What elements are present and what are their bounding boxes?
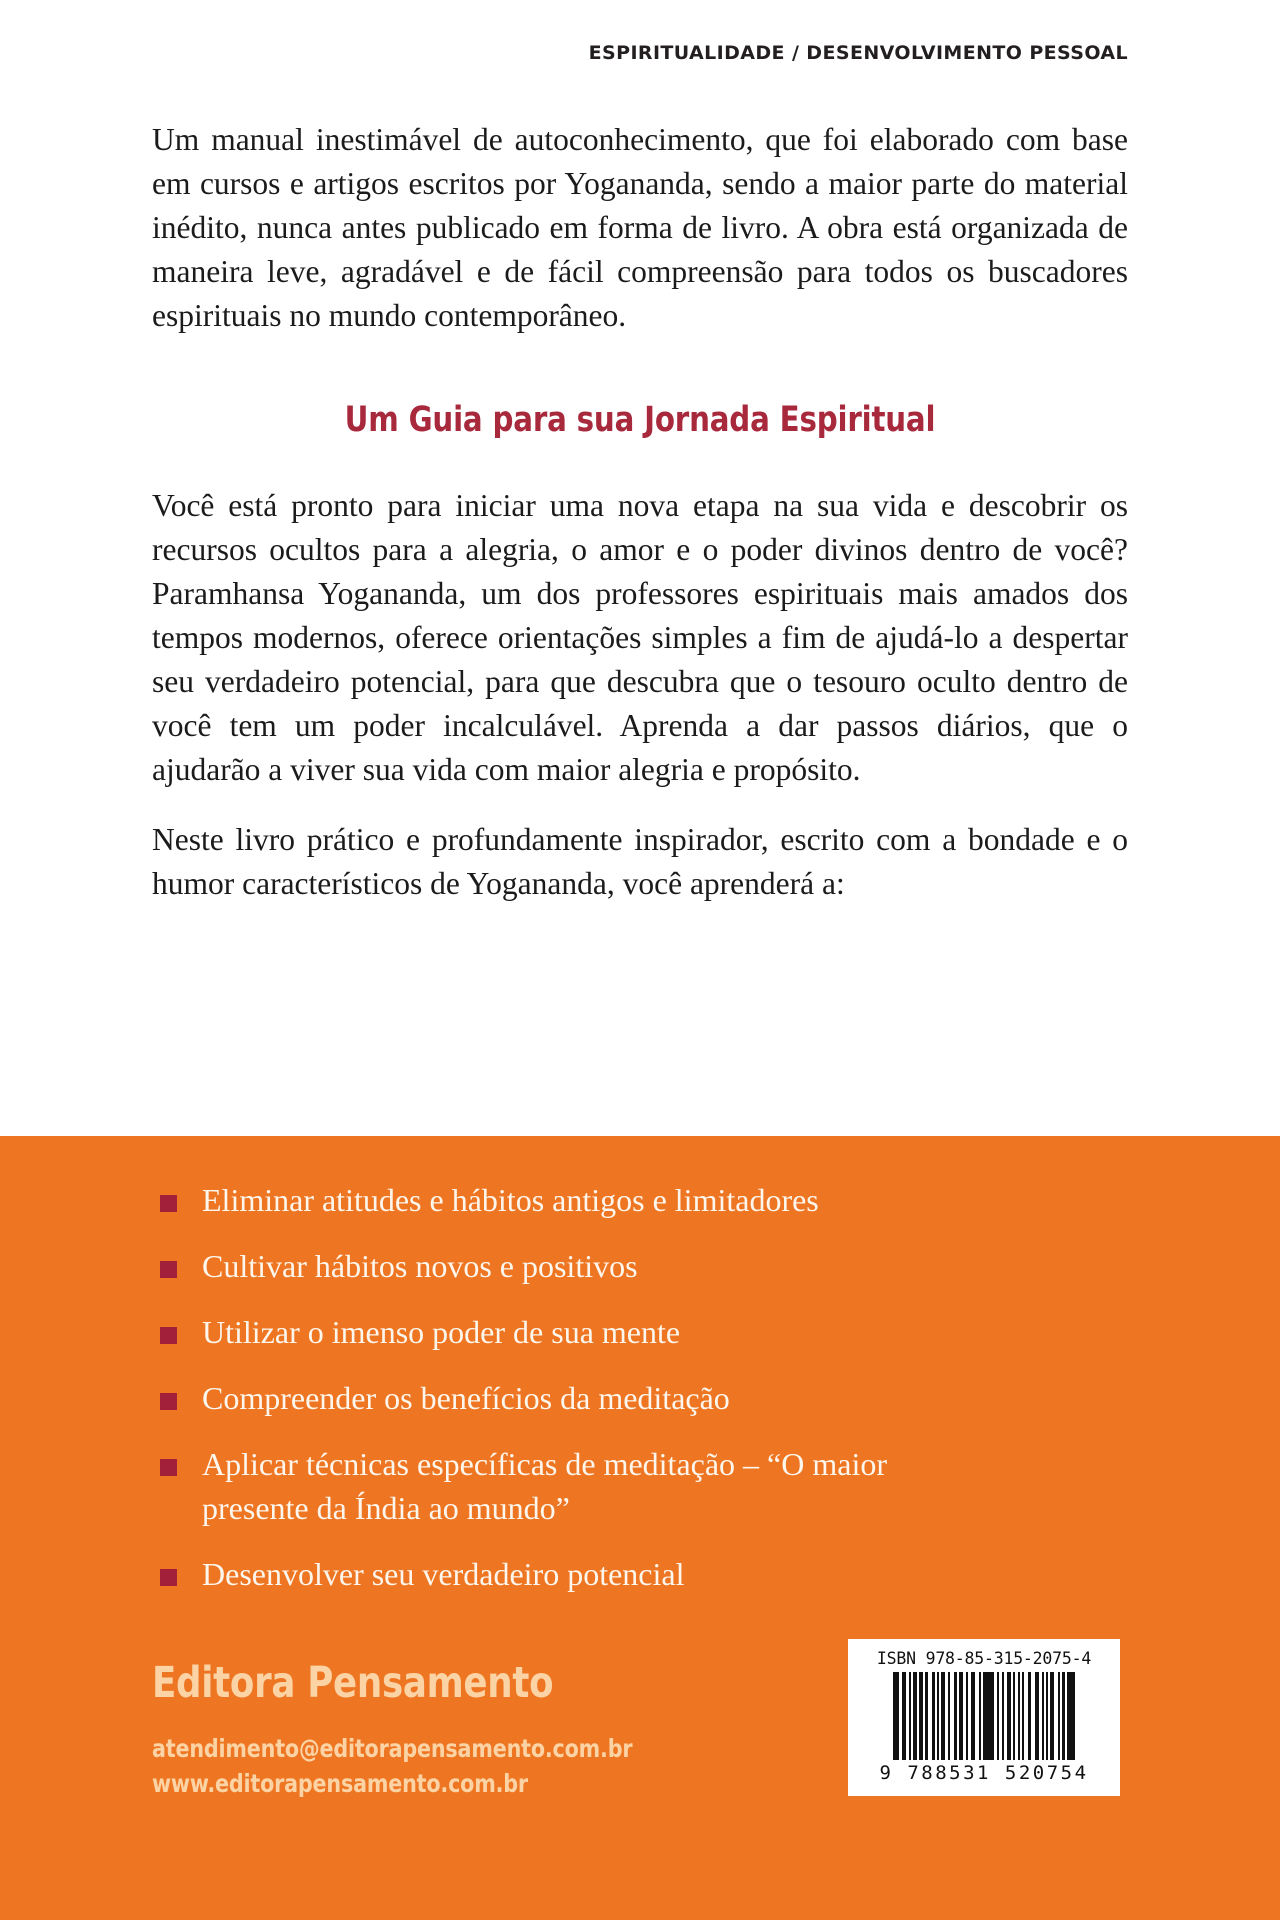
list-item-label: Eliminar atitudes e hábitos antigos e limitadores [202,1182,819,1218]
list-item [152,1178,992,1222]
intro-paragraph: Um manual inestimável de autoconhecimento, que foi elaborado com base em cursos e artigos escritos por Yogananda, sendo a maior parte do material inédito, nunca antes publicado em forma de livro. A obra está organizada de maneira leve, agradável e de fácil compreensão para todos os buscadores espirituais no mundo contemporâneo. [152,122,1128,333]
square-bullet-icon [160,1327,177,1344]
list-item [152,1310,992,1354]
list-item [152,1552,992,1596]
list-item [152,1376,992,1420]
ean-digits: 9 788531 520754 [879,1762,1089,1784]
isbn-label: ISBN 978-85-315-2075-4 [876,1649,1092,1668]
isbn-barcode [848,1639,1120,1796]
list-item-label: Utilizar o imenso poder de sua mente [202,1314,681,1350]
section-heading: Um Guia para sua Jornada Espiritual [344,400,936,440]
square-bullet-icon [160,1393,177,1410]
publisher-website[interactable]: www.editorapensamento.com.br [152,1769,528,1798]
list-item-label: Compreender os benefícios da meditação [202,1380,730,1416]
list-item [152,1442,992,1530]
orange-feature-band [0,1136,1280,1920]
list-item-label: Desenvolver seu verdadeiro potencial [202,1556,685,1592]
body-paragraph-2: Você está pronto para iniciar uma nova etapa na sua vida e descobrir os recursos ocultos para a alegria, o amor e o poder divinos dentro de você? Paramhansa Yogananda, um dos professores espirituais mais amados dos tempos modernos, oferece orientações simples a fim de ajudá-lo a despertar seu verdadeiro potencial, para que descubra que o tesouro oculto dentro de você tem um poder incalculável. Aprenda a dar passos diários, que o ajudarão a viver sua vida com maior alegria e propósito. [152,488,1128,787]
list-item-label: Aplicar técnicas específicas de meditação – “O maior presente da Índia ao mundo” [202,1446,887,1526]
barcode-bars [862,1672,1106,1760]
category-label: ESPIRITUALIDADE / DESENVOLVIMENTO PESSOAL [588,42,1128,64]
publisher-name: Editora Pensamento [152,1658,554,1708]
square-bullet-icon [160,1261,177,1278]
publisher-email[interactable]: atendimento@editorapensamento.com.br [152,1734,633,1763]
category-header [0,0,1280,96]
publisher-block [152,1658,772,1798]
list-item [152,1244,992,1288]
square-bullet-icon [160,1459,177,1476]
square-bullet-icon [160,1569,177,1586]
list-item-label: Cultivar hábitos novos e positivos [202,1248,638,1284]
square-bullet-icon [160,1195,177,1212]
white-content-area [0,96,1280,1136]
benefits-list [152,1178,992,1618]
body-paragraph-3: Neste livro prático e profundamente inspirador, escrito com a bondade e o humor característicos de Yogananda, você aprenderá a: [152,822,1128,901]
